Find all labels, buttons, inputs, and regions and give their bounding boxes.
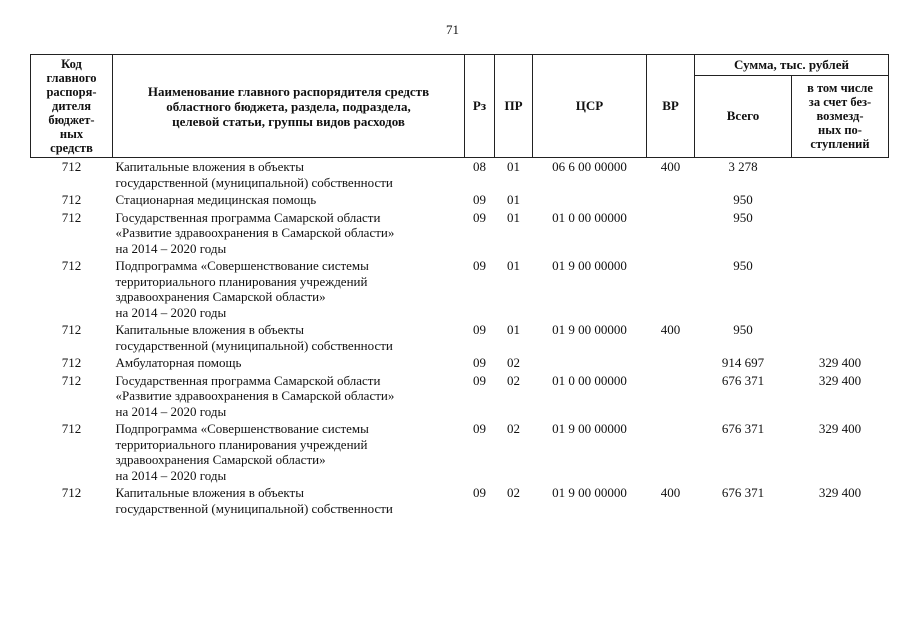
row-rz: 09 bbox=[473, 372, 486, 388]
row-name-line: здравоохранения Самарской области» bbox=[115, 289, 326, 304]
row-csr: 01 9 00 00000 bbox=[552, 421, 627, 436]
row-rz: 09 bbox=[473, 485, 486, 500]
row-name-line: территориального планирования учреждений bbox=[115, 436, 368, 452]
row-csr: 01 9 00 00000 bbox=[552, 485, 627, 500]
table-row bbox=[31, 484, 889, 517]
row-rz: 09 bbox=[473, 258, 486, 273]
row-csr bbox=[533, 354, 647, 372]
row-pr: 02 bbox=[507, 355, 520, 370]
table-row bbox=[31, 354, 889, 372]
table-row bbox=[31, 372, 889, 421]
row-pr: 01 bbox=[507, 159, 520, 174]
row-code: 712 bbox=[61, 421, 82, 436]
row-name-line: Государственная программа Самарской области bbox=[115, 372, 381, 388]
row-name bbox=[113, 191, 465, 209]
row-name-line: Подпрограмма «Совершенствование системы bbox=[115, 258, 369, 273]
row-name-line: государственной (муниципальной) собственности bbox=[115, 174, 393, 190]
table-row bbox=[31, 420, 889, 484]
header-code: Код главного распоря- дителя бюджет- ных средств bbox=[31, 55, 113, 158]
header-csr: ЦСР bbox=[533, 55, 647, 158]
row-name-line: на 2014 – 2020 годы bbox=[115, 240, 227, 256]
row-code: 712 bbox=[61, 485, 82, 500]
row-code: 712 bbox=[61, 258, 82, 273]
table-row bbox=[31, 257, 889, 321]
row-free bbox=[792, 321, 889, 354]
row-name-line: Подпрограмма «Совершенствование системы bbox=[115, 421, 369, 436]
row-pr: 01 bbox=[507, 322, 520, 337]
row-total: 676 371 bbox=[721, 485, 765, 500]
row-rz: 09 bbox=[473, 192, 486, 207]
row-name-line: государственной (муниципальной) собственности bbox=[115, 500, 393, 516]
row-total: 676 371 bbox=[721, 421, 765, 436]
row-name-line: Государственная программа Самарской области bbox=[115, 209, 381, 225]
row-code: 712 bbox=[61, 372, 82, 388]
row-pr: 02 bbox=[507, 372, 520, 388]
row-name bbox=[113, 209, 465, 258]
row-name-line: на 2014 – 2020 годы bbox=[115, 467, 227, 483]
budget-table bbox=[30, 54, 889, 517]
row-vr bbox=[647, 354, 695, 372]
row-name-line: «Развитие здравоохранения в Самарской области» bbox=[115, 388, 395, 403]
row-name bbox=[113, 420, 465, 484]
header-total: Всего bbox=[695, 75, 792, 157]
row-vr bbox=[647, 420, 695, 484]
row-code: 712 bbox=[61, 322, 82, 337]
row-name-line: «Развитие здравоохранения в Самарской области» bbox=[115, 225, 395, 240]
row-free: 329 400 bbox=[818, 421, 862, 436]
row-total: 914 697 bbox=[721, 355, 765, 370]
row-rz: 09 bbox=[473, 209, 486, 225]
row-free bbox=[792, 158, 889, 192]
row-vr: 400 bbox=[660, 485, 681, 500]
table-body bbox=[31, 158, 889, 518]
row-total: 950 bbox=[733, 192, 753, 207]
row-rz: 09 bbox=[473, 355, 486, 370]
row-pr: 01 bbox=[507, 209, 520, 225]
row-name-line: здравоохранения Самарской области» bbox=[115, 452, 326, 467]
row-total: 950 bbox=[733, 209, 753, 225]
row-total: 950 bbox=[733, 322, 753, 337]
row-rz: 08 bbox=[473, 159, 486, 174]
row-pr: 01 bbox=[507, 258, 520, 273]
row-vr bbox=[647, 372, 695, 421]
table-row bbox=[31, 191, 889, 209]
row-total: 676 371 bbox=[721, 372, 765, 388]
row-free bbox=[792, 191, 889, 209]
row-rz: 09 bbox=[473, 322, 486, 337]
row-name-line: Стационарная медицинская помощь bbox=[115, 192, 317, 207]
row-name-line: Капитальные вложения в объекты bbox=[115, 322, 304, 337]
header-free: в том числе за счет без- возмезд- ных по- ступлений bbox=[792, 75, 889, 157]
header-vr: ВР bbox=[647, 55, 695, 158]
row-free: 329 400 bbox=[818, 372, 862, 388]
row-pr: 02 bbox=[507, 485, 520, 500]
row-vr bbox=[647, 191, 695, 209]
row-name-line: Капитальные вложения в объекты bbox=[115, 485, 304, 500]
row-csr bbox=[533, 191, 647, 209]
header-sum: Сумма, тыс. рублей bbox=[695, 55, 889, 76]
row-total: 3 278 bbox=[728, 159, 758, 174]
row-name bbox=[113, 158, 465, 192]
row-code: 712 bbox=[61, 159, 82, 174]
row-total: 950 bbox=[733, 258, 753, 273]
page-number: 71 bbox=[446, 22, 459, 37]
row-name-line: на 2014 – 2020 годы bbox=[115, 403, 227, 419]
row-vr: 400 bbox=[660, 159, 681, 174]
row-name-line: Амбулаторная помощь bbox=[115, 355, 242, 370]
row-name-line: Капитальные вложения в объекты bbox=[115, 159, 304, 174]
row-free bbox=[792, 257, 889, 321]
row-name bbox=[113, 372, 465, 421]
row-name-line: территориального планирования учреждений bbox=[115, 273, 368, 289]
header-pr: ПР bbox=[495, 55, 533, 158]
row-pr: 01 bbox=[507, 192, 520, 207]
row-csr: 01 9 00 00000 bbox=[552, 322, 627, 337]
table-row bbox=[31, 158, 889, 192]
row-csr: 06 6 00 00000 bbox=[552, 159, 627, 174]
row-name bbox=[113, 321, 465, 354]
table-header bbox=[31, 55, 889, 158]
row-name bbox=[113, 257, 465, 321]
table-row bbox=[31, 209, 889, 258]
header-name: Наименование главного распорядителя средств областного бюджета, раздела, подраздела, целевой статьи, группы видов расходов bbox=[113, 55, 465, 158]
row-name bbox=[113, 354, 465, 372]
row-vr: 400 bbox=[660, 322, 681, 337]
row-free: 329 400 bbox=[818, 485, 862, 500]
row-name bbox=[113, 484, 465, 517]
row-name-line: государственной (муниципальной) собственности bbox=[115, 337, 393, 353]
row-csr: 01 9 00 00000 bbox=[552, 258, 627, 273]
row-code: 712 bbox=[61, 209, 82, 225]
header-rz: Рз bbox=[465, 55, 495, 158]
row-code: 712 bbox=[61, 355, 82, 370]
row-free bbox=[792, 209, 889, 258]
row-vr bbox=[647, 209, 695, 258]
row-csr: 01 0 00 00000 bbox=[552, 209, 627, 225]
table-row bbox=[31, 321, 889, 354]
row-free: 329 400 bbox=[818, 355, 862, 370]
row-rz: 09 bbox=[473, 421, 486, 436]
row-csr: 01 0 00 00000 bbox=[552, 372, 627, 388]
row-code: 712 bbox=[61, 192, 82, 207]
row-name-line: на 2014 – 2020 годы bbox=[115, 304, 227, 320]
row-vr bbox=[647, 257, 695, 321]
row-pr: 02 bbox=[507, 421, 520, 436]
